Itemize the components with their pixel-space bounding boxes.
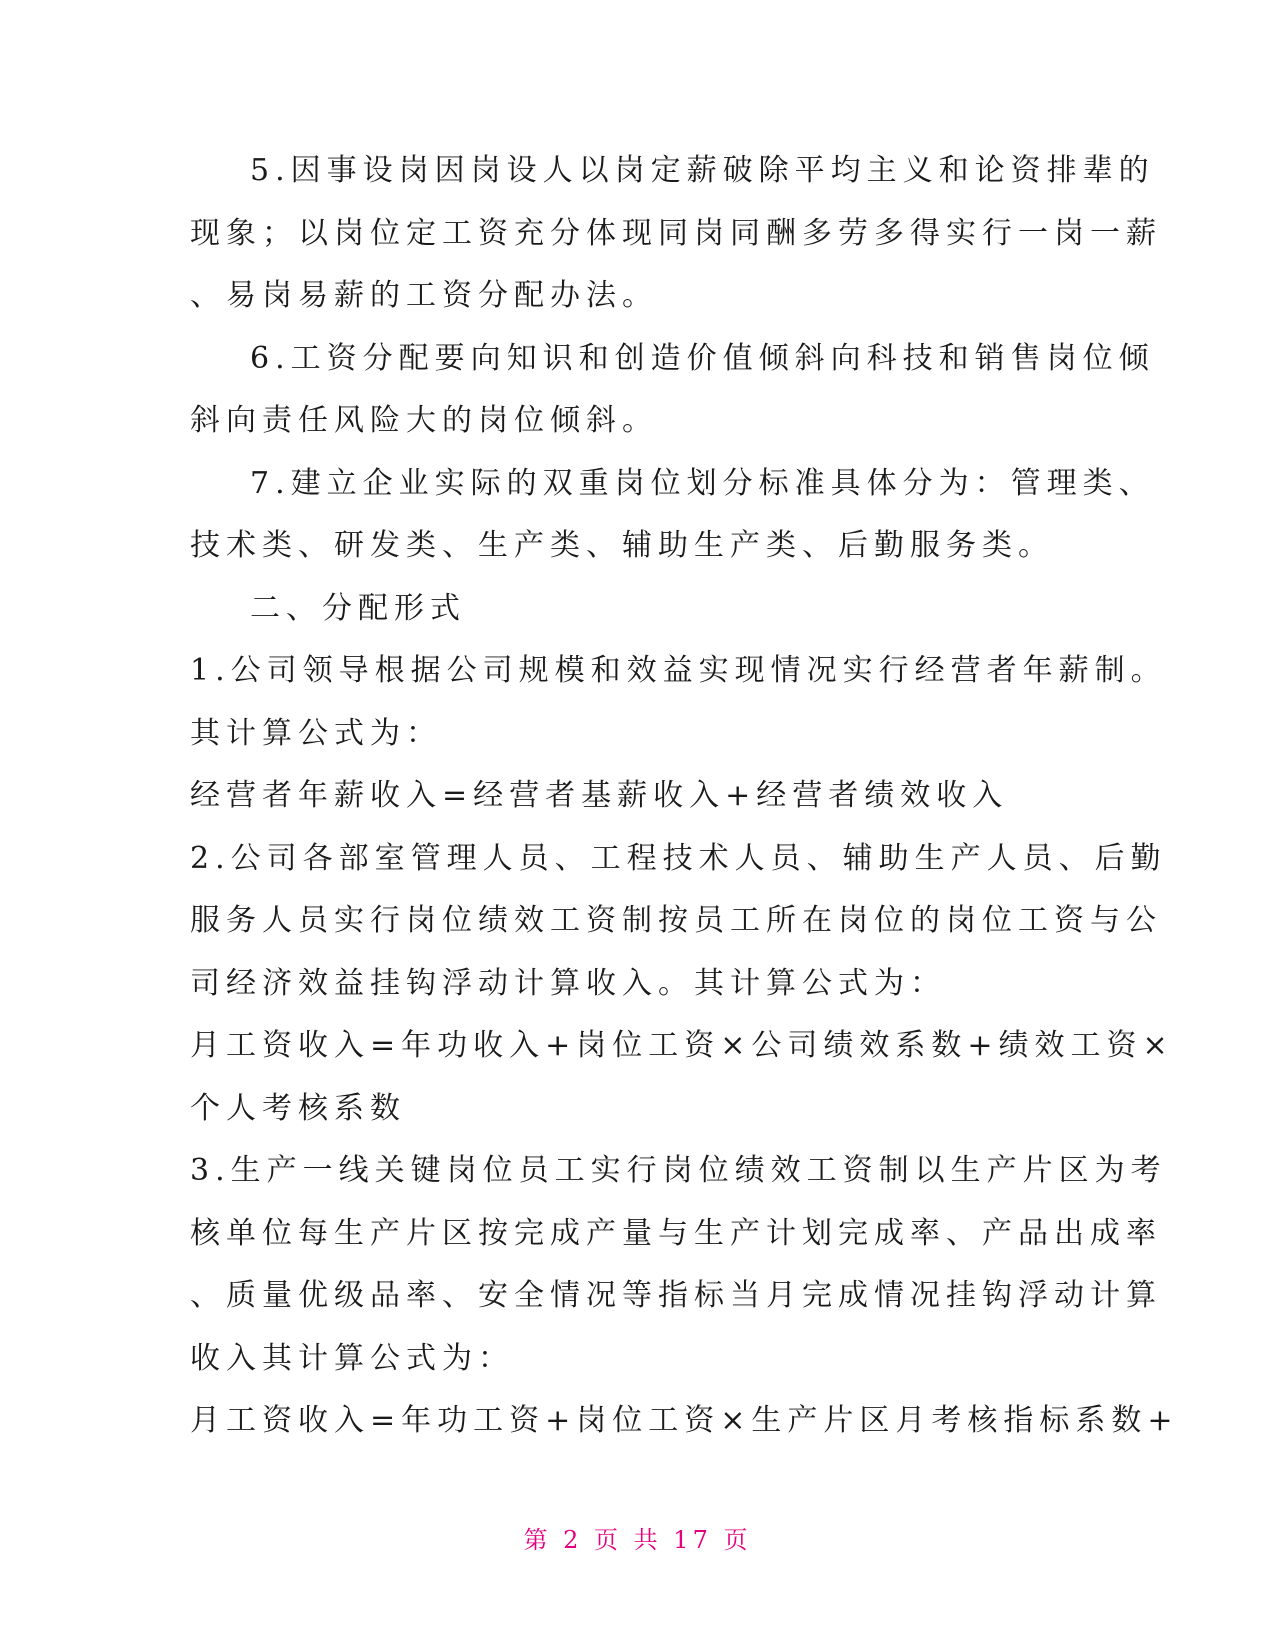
text-line: 3.生产一线关键岗位员工实行岗位绩效工资制以生产片区为考 bbox=[190, 1153, 1167, 1188]
text-line: 1.公司领导根据公司规模和效益实现情况实行经营者年薪制。 bbox=[190, 653, 1167, 688]
document-body bbox=[190, 140, 1179, 1453]
text-line: 核单位每生产片区按完成产量与生产计划完成率、产品出成率 bbox=[190, 1215, 1162, 1251]
text-line: 、易岗易薪的工资分配办法。 bbox=[190, 278, 658, 313]
text-line: 月工资收入=年功收入+岗位工资×公司绩效系数+绩效工资× bbox=[190, 1028, 1174, 1063]
text-line: 现象；以岗位定工资充分体现同岗同酬多劳多得实行一岗一薪 bbox=[190, 215, 1162, 251]
text-line: 其计算公式为： bbox=[190, 715, 442, 751]
text-line: 司经济效益挂钩浮动计算收入。其计算公式为： bbox=[190, 965, 946, 1001]
text-line: 二、分配形式 bbox=[250, 590, 466, 626]
text-line: 经营者年薪收入=经营者基薪收入+经营者绩效收入 bbox=[190, 778, 1009, 813]
text-line: 个人考核系数 bbox=[190, 1090, 406, 1126]
text-line: 月工资收入=年功工资+岗位工资×生产片区月考核指标系数+ bbox=[190, 1403, 1179, 1438]
text-line: 技术类、研发类、生产类、辅助生产类、后勤服务类。 bbox=[190, 528, 1054, 563]
text-line: 5.因事设岗因岗设人以岗定薪破除平均主义和论资排辈的 bbox=[250, 153, 1155, 188]
text-line: 7.建立企业实际的双重岗位划分标准具体分为：管理类、 bbox=[250, 465, 1155, 501]
text-line: 6.工资分配要向知识和创造价值倾斜向科技和销售岗位倾 bbox=[250, 340, 1155, 376]
text-line: 、质量优级品率、安全情况等指标当月完成情况挂钩浮动计算 bbox=[190, 1278, 1162, 1313]
text-line: 2.公司各部室管理人员、工程技术人员、辅助生产人员、后勤 bbox=[190, 840, 1167, 876]
text-line: 服务人员实行岗位绩效工资制按员工所在岗位的岗位工资与公 bbox=[190, 903, 1162, 938]
page-number-footer: 第 2 页 共 17 页 bbox=[523, 1526, 752, 1554]
text-line: 斜向责任风险大的岗位倾斜。 bbox=[190, 403, 658, 438]
text-line: 收入其计算公式为： bbox=[190, 1340, 514, 1376]
